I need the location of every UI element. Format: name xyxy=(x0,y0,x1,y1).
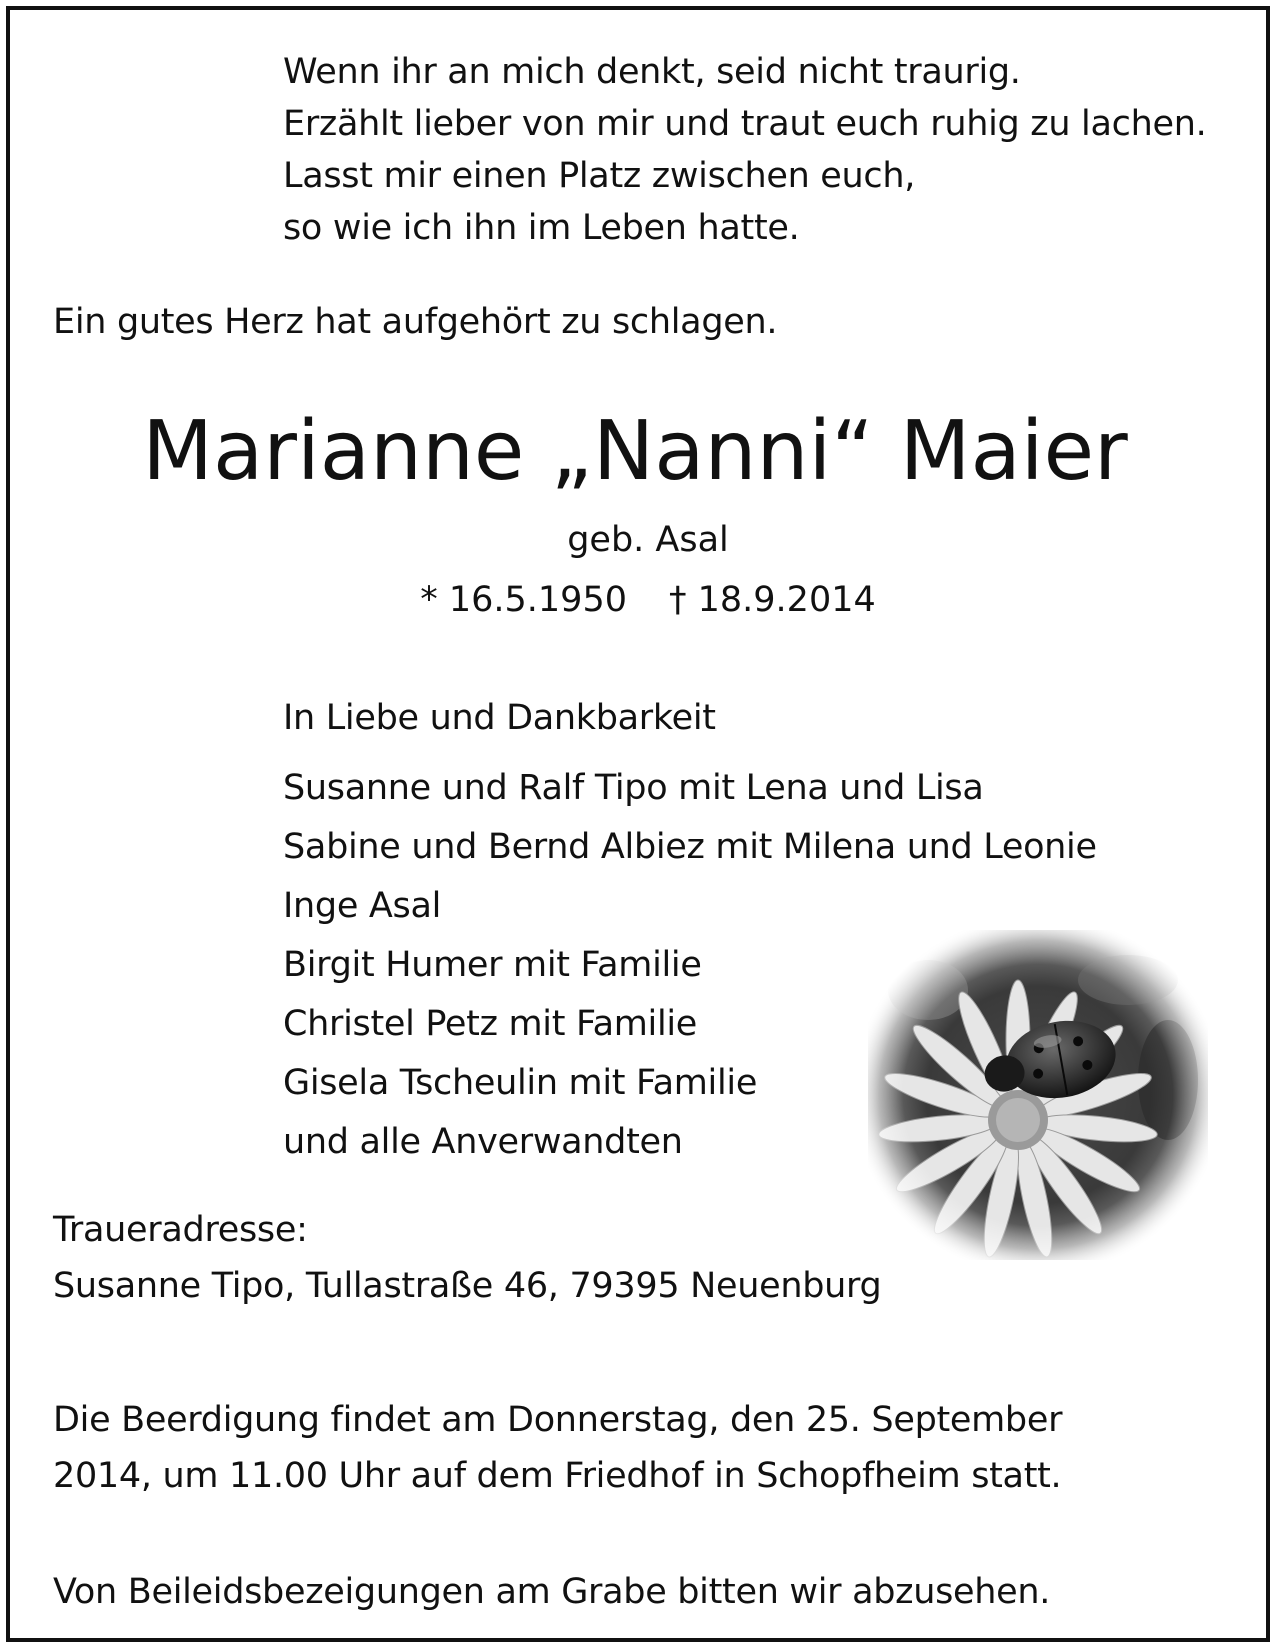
mourner-name: und alle Anverwandten xyxy=(283,1122,683,1162)
mourner-name: Inge Asal xyxy=(283,886,442,926)
obituary-frame xyxy=(6,6,1270,1642)
funeral-text-line: 2014, um 11.00 Uhr auf dem Friedhof in Schopfheim statt. xyxy=(53,1456,1062,1496)
maiden-name: geb. Asal xyxy=(567,520,729,560)
mourner-name: Birgit Humer mit Familie xyxy=(283,945,702,985)
mourner-name: Gisela Tscheulin mit Familie xyxy=(283,1063,758,1103)
poem-line: Wenn ihr an mich denkt, seid nicht traurig. xyxy=(283,52,1021,92)
ladybug-on-daisy-photo xyxy=(868,930,1208,1260)
poem-line: Lasst mir einen Platz zwischen euch, xyxy=(283,156,916,196)
poem-line: so wie ich ihn im Leben hatte. xyxy=(283,208,800,248)
mourner-name: Christel Petz mit Familie xyxy=(283,1004,698,1044)
mourner-name: Sabine und Bernd Albiez mit Milena und Leonie xyxy=(283,827,1097,867)
closing-text: Von Beileidsbezeigungen am Grabe bitten wir abzusehen. xyxy=(53,1572,1051,1612)
funeral-text-line: Die Beerdigung findet am Donnerstag, den 25. September xyxy=(53,1400,1063,1440)
death-date: † 18.9.2014 xyxy=(669,580,876,620)
mourners-heading: In Liebe und Dankbarkeit xyxy=(283,698,716,738)
life-dates xyxy=(0,578,1280,622)
address-value: Susanne Tipo, Tullastraße 46, 79395 Neuenburg xyxy=(53,1266,882,1306)
mourner-name: Susanne und Ralf Tipo mit Lena und Lisa xyxy=(283,768,984,808)
address-label: Traueradresse: xyxy=(53,1210,308,1250)
intro-text: Ein gutes Herz hat aufgehört zu schlagen. xyxy=(53,302,778,342)
poem-line: Erzählt lieber von mir und traut euch ruhig zu lachen. xyxy=(283,104,1207,144)
birth-date: * 16.5.1950 xyxy=(420,580,627,620)
deceased-name: Marianne „Nanni“ Maier xyxy=(142,404,1128,499)
